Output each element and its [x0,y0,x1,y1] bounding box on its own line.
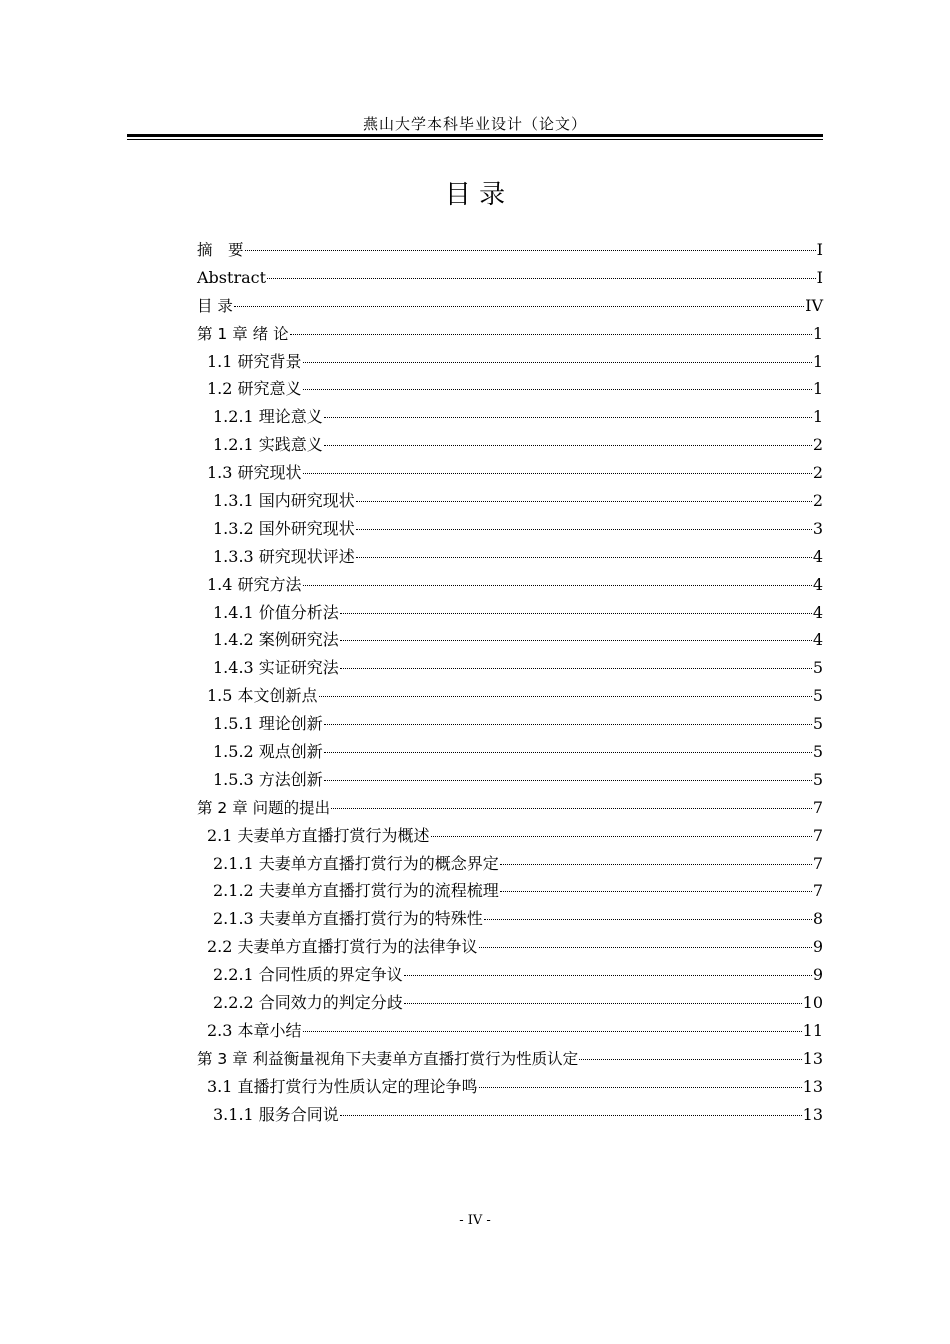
toc-entry[interactable] [197,292,823,320]
toc-entry-page: I [816,267,823,287]
toc-entry-page: 10 [802,993,823,1013]
toc-entry-page: 5 [812,742,823,762]
toc-entry-label: 1.1 研究背景 [207,351,302,371]
toc-entry[interactable] [197,375,823,403]
toc-leader-dots [319,695,812,697]
toc-entry-label: 第 2 章 问题的提出 [197,798,331,817]
running-header: 燕山大学本科毕业设计（论文） [362,115,587,133]
toc-entry-page: 4 [812,574,823,594]
toc-title: 目 录 [444,180,506,210]
toc-entry-page: I [816,240,823,259]
toc-leader-dots [479,946,812,948]
header-rule-thin [127,139,823,140]
toc-entry[interactable] [197,1073,823,1101]
toc-leader-dots [303,388,812,390]
toc-entry[interactable] [197,905,823,933]
toc-entry-label: 第 1 章 绪 论 [197,324,289,343]
toc-leader-dots [303,584,812,586]
toc-entry-page: 5 [812,686,823,706]
toc-entry-page: 2 [812,435,823,455]
toc-entry-label: 3.1.1 服务合同说 [213,1104,339,1124]
toc-leader-dots [431,835,812,837]
toc-entry-page: 9 [812,937,823,957]
toc-leader-dots [404,974,812,976]
toc-entry[interactable] [197,1017,823,1045]
toc-entry-page: 7 [812,797,823,817]
toc-entry-page: 7 [812,853,823,873]
toc-entry-label: 1.2 研究意义 [207,379,302,399]
toc-entry-label: 1.5.1 理论创新 [213,714,323,734]
toc-entry[interactable] [197,794,823,822]
toc-entry[interactable] [197,989,823,1017]
toc-entry-label: 1.4.1 价值分析法 [213,602,339,622]
toc-leader-dots [303,1030,802,1032]
toc-entry[interactable] [197,877,823,905]
toc-entry-label: 2.2.1 合同性质的界定争议 [213,965,403,985]
toc-entry[interactable] [197,459,823,487]
toc-entry-page: 2 [812,491,823,511]
toc-leader-dots [404,1002,802,1004]
toc-entry-label: 1.3.2 国外研究现状 [213,518,355,538]
toc-entry-page: 1 [812,351,823,371]
toc-entry-label: 1.3.3 研究现状评述 [213,546,355,566]
toc-leader-dots [479,1086,802,1088]
toc-entry-page: 13 [802,1104,823,1124]
toc-leader-dots [579,1058,801,1060]
toc-entry-label: 2.2 夫妻单方直播打赏行为的法律争议 [207,937,478,957]
toc-entry-label: 3.1 直播打赏行为性质认定的理论争鸣 [207,1076,478,1096]
toc-entry-page: 1 [812,379,823,399]
toc-entry-label: 1.5.3 方法创新 [213,769,323,789]
toc-entry[interactable] [197,543,823,571]
toc-leader-dots [245,249,816,251]
toc-leader-dots [290,333,812,335]
toc-entry-label: 1.2.1 理论意义 [213,407,323,427]
toc-entry[interactable] [197,515,823,543]
toc-entry-page: 13 [802,1076,823,1096]
toc-entry[interactable] [197,348,823,376]
toc-entry-page: 13 [802,1048,823,1068]
toc-entry[interactable] [197,766,823,794]
toc-entry-label: 2.1.2 夫妻单方直播打赏行为的流程梳理 [213,881,499,901]
toc-entry-page: 8 [812,909,823,929]
toc-entry-label: 2.3 本章小结 [207,1020,302,1040]
toc-leader-dots [303,472,812,474]
toc-leader-dots [267,277,816,279]
toc-entry-page: 1 [812,407,823,427]
toc-entry-page: 4 [812,546,823,566]
toc-entry-label: 1.5.2 观点创新 [213,742,323,762]
toc-leader-dots [500,890,812,892]
toc-entry-label: 1.3.1 国内研究现状 [213,491,355,511]
toc-entry[interactable] [197,626,823,654]
toc-leader-dots [324,416,812,418]
toc-entry-label: 1.4.2 案例研究法 [213,630,339,650]
toc-entry-label: 2.1.1 夫妻单方直播打赏行为的概念界定 [213,853,499,873]
table-of-contents [197,236,823,1129]
page-number: - IV - [459,1213,491,1228]
toc-entry[interactable] [197,682,823,710]
toc-leader-dots [356,528,812,530]
toc-entry-label: 1.3 研究现状 [207,463,302,483]
toc-leader-dots [340,1114,802,1116]
toc-leader-dots [356,556,812,558]
toc-leader-dots [324,723,812,725]
toc-entry[interactable] [197,264,823,292]
toc-entry-page: 3 [812,518,823,538]
toc-entry[interactable] [197,961,823,989]
toc-entry-label: 1.4.3 实证研究法 [213,658,339,678]
toc-entry-label: 摘 要 [197,241,244,259]
toc-leader-dots [340,639,812,641]
toc-entry[interactable] [197,1045,823,1073]
toc-entry-label: Abstract [197,267,267,287]
toc-leader-dots [331,807,812,809]
header-rule-thick [127,134,823,137]
toc-entry[interactable] [197,738,823,766]
toc-leader-dots [324,751,812,753]
toc-entry-page: IV [805,295,823,315]
toc-leader-dots [324,779,812,781]
toc-entry[interactable] [197,933,823,961]
toc-entry-page: 2 [812,463,823,483]
toc-leader-dots [234,305,804,307]
toc-entry-label: 1.2.1 实践意义 [213,435,323,455]
toc-entry-page: 4 [812,630,823,650]
toc-entry-page: 7 [812,881,823,901]
toc-entry-page: 4 [812,602,823,622]
toc-entry-label: 1.4 研究方法 [207,574,302,594]
toc-entry-label: 1.5 本文创新点 [207,686,318,706]
toc-entry[interactable] [197,710,823,738]
toc-leader-dots [356,500,812,502]
toc-entry[interactable] [197,320,823,348]
toc-entry-page: 5 [812,658,823,678]
toc-entry-page: 11 [802,1020,823,1040]
toc-leader-dots [500,863,812,865]
toc-entry-page: 9 [812,965,823,985]
toc-leader-dots [484,918,812,920]
toc-entry-page: 5 [812,714,823,734]
toc-entry-label: 2.1.3 夫妻单方直播打赏行为的特殊性 [213,909,483,929]
toc-leader-dots [340,612,812,614]
toc-entry[interactable] [197,850,823,878]
toc-entry-page: 7 [812,825,823,845]
toc-entry[interactable] [197,1101,823,1129]
toc-entry-page: 1 [812,323,823,343]
toc-leader-dots [303,361,812,363]
toc-entry[interactable] [197,431,823,459]
toc-entry-label: 目 录 [197,296,233,315]
toc-entry-page: 5 [812,769,823,789]
toc-entry-label: 2.1 夫妻单方直播打赏行为概述 [207,825,430,845]
toc-entry[interactable] [197,236,823,264]
toc-entry[interactable] [197,654,823,682]
toc-entry[interactable] [197,403,823,431]
toc-entry[interactable] [197,822,823,850]
toc-entry-label: 第 3 章 利益衡量视角下夫妻单方直播打赏行为性质认定 [197,1049,579,1068]
toc-entry[interactable] [197,599,823,627]
toc-leader-dots [340,667,812,669]
toc-entry[interactable] [197,487,823,515]
toc-leader-dots [324,444,812,446]
toc-entry[interactable] [197,571,823,599]
toc-entry-label: 2.2.2 合同效力的判定分歧 [213,993,403,1013]
